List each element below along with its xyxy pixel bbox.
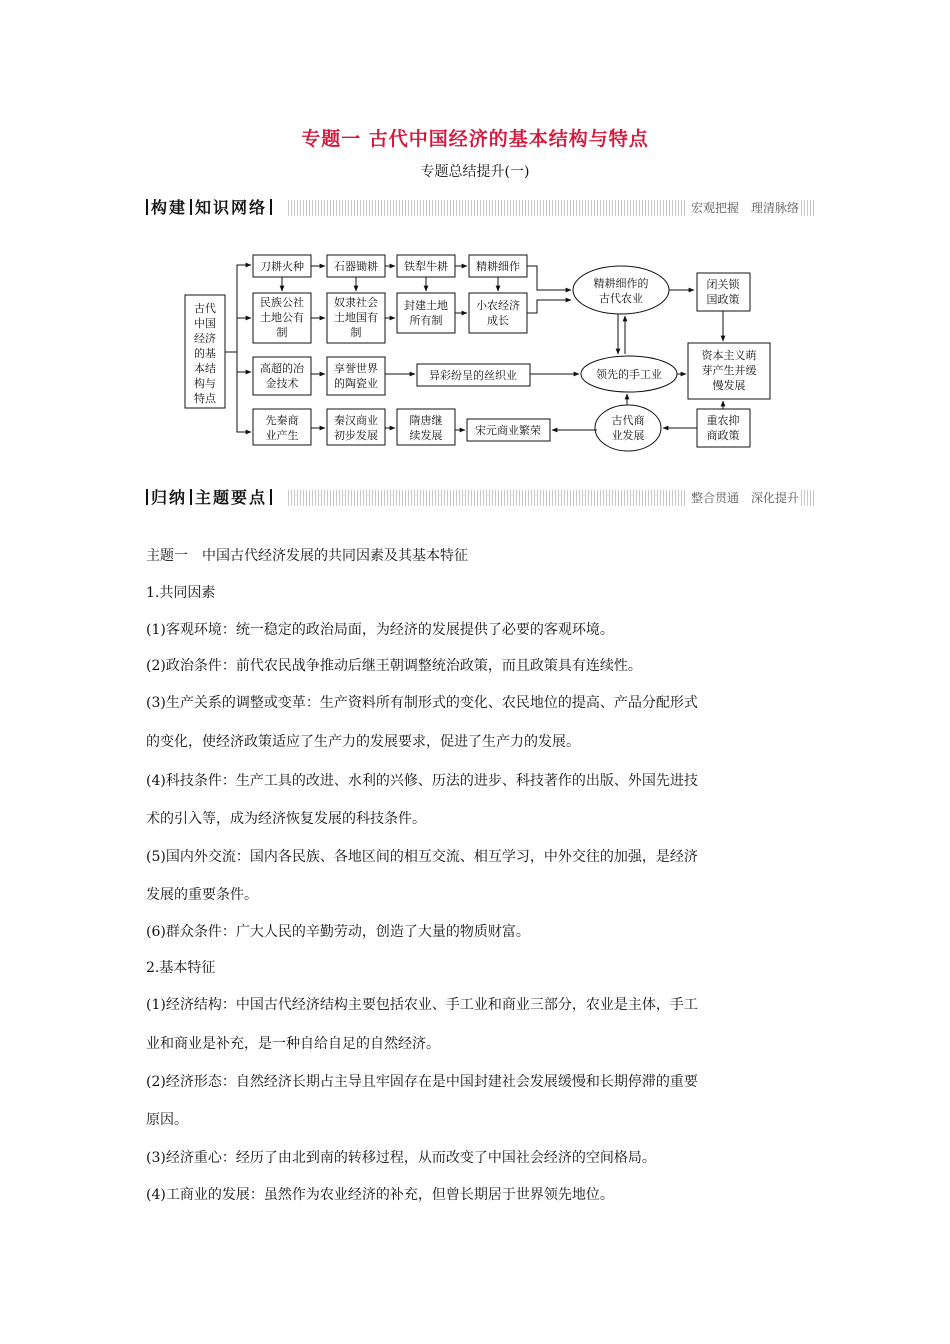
svg-text:国政策: 国政策: [706, 293, 740, 306]
svg-text:奴隶社会: 奴隶社会: [334, 296, 378, 309]
svg-text:初步发展: 初步发展: [334, 429, 378, 442]
paragraph: 业和商业是补充，是一种自给自足的自然经济。: [146, 1036, 440, 1052]
svg-text:商政策: 商政策: [706, 429, 740, 442]
svg-text:的基: 的基: [194, 347, 216, 360]
paragraph: (3)生产关系的调整或变革：生产资料所有制形式的变化、农民地位的提高、产品分配形式: [146, 695, 698, 711]
svg-text:成长: 成长: [487, 314, 509, 327]
paragraph: (3)经济重心：经历了由北到南的转移过程，从而改变了中国社会经济的空间格局。: [146, 1150, 656, 1166]
svg-text:小农经济: 小农经济: [476, 299, 520, 312]
section-label: 归纳 主题要点: [143, 487, 283, 509]
svg-text:业产生: 业产生: [265, 429, 299, 442]
paragraph: (2)经济形态：自然经济长期占主导且牢固存在是中国封建社会发展缓慢和长期停滞的重要: [146, 1074, 698, 1090]
paragraph: 发展的重要条件。: [146, 887, 258, 903]
paragraph: (5)国内外交流：国内各民族、各地区间的相互交流、相互学习，中外交往的加强，是经济: [146, 849, 698, 865]
svg-text:秦汉商业: 秦汉商业: [334, 414, 378, 427]
svg-text:本结: 本结: [194, 362, 216, 375]
svg-text:中国: 中国: [194, 317, 216, 330]
subheading-common-factors: 1.共同因素: [146, 585, 216, 601]
svg-text:金技术: 金技术: [265, 377, 299, 390]
svg-text:封建土地: 封建土地: [404, 299, 448, 312]
svg-text:享誉世界: 享誉世界: [334, 362, 378, 375]
svg-text:高超的冶: 高超的冶: [260, 362, 304, 375]
box-intensive: 精耕细作: [476, 260, 520, 273]
svg-text:制: 制: [276, 326, 288, 339]
svg-text:构与: 构与: [194, 377, 216, 390]
svg-text:业发展: 业发展: [611, 429, 645, 442]
page-title: 专题一 古代中国经济的基本结构与特点: [301, 128, 649, 150]
section-tagline: 整合贯通 深化提升: [685, 490, 801, 506]
svg-text:芽产生并缓: 芽产生并缓: [701, 364, 757, 377]
page-subtitle: 专题总结提升(一): [420, 164, 530, 180]
svg-text:特点: 特点: [194, 392, 216, 405]
box-iron-plow: 铁犁牛耕: [404, 260, 448, 273]
paragraph: (1)经济结构：中国古代经济结构主要包括农业、手工业和商业三部分，农业是主体，手工: [146, 997, 698, 1013]
svg-text:土地公有: 土地公有: [260, 311, 304, 324]
paragraph: 原因。: [146, 1112, 188, 1128]
section-label: 构建 知识网络: [143, 197, 283, 219]
svg-text:制: 制: [350, 326, 362, 339]
svg-text:闭关锁: 闭关锁: [706, 278, 740, 291]
svg-text:续发展: 续发展: [409, 429, 443, 442]
paragraph: (2)政治条件：前代农民战争推动后继王朝调整统治政策，而且政策具有连续性。: [146, 658, 642, 674]
knowledge-network-diagram: [0, 0, 950, 470]
topic-heading: 主题一 中国古代经济发展的共同因素及其基本特征: [146, 548, 468, 564]
section-tagline: 宏观把握 理清脉络: [685, 200, 801, 216]
paragraph: 术的引入等，成为经济恢复发展的科技条件。: [146, 811, 426, 827]
box-stone-hoe: 石器锄耕: [334, 260, 378, 273]
ellipse-agriculture: [573, 266, 669, 314]
svg-text:精耕细作的: 精耕细作的: [593, 277, 649, 290]
section-bar-main-points: [143, 487, 815, 509]
svg-text:慢发展: 慢发展: [712, 379, 746, 392]
svg-text:土地国有: 土地国有: [334, 311, 378, 324]
paragraph: (1)客观环境：统一稳定的政治局面，为经济的发展提供了必要的客观环境。: [146, 622, 614, 638]
paragraph: 的变化，使经济政策适应了生产力的发展要求，促进了生产力的发展。: [146, 734, 580, 750]
root-text-1: 古代: [194, 302, 216, 315]
paragraph: (4)科技条件：生产工具的改进、水利的兴修、历法的进步、科技著作的出版、外国先进技: [146, 773, 698, 789]
svg-text:古代农业: 古代农业: [599, 292, 643, 305]
paragraph: (4)工商业的发展：虽然作为农业经济的补充，但曾长期居于世界领先地位。: [146, 1187, 614, 1203]
svg-text:经济: 经济: [194, 332, 216, 345]
svg-text:的陶瓷业: 的陶瓷业: [334, 377, 378, 390]
subheading-basic-features: 2.基本特征: [146, 960, 216, 976]
box-slash-burn: 刀耕火种: [260, 260, 304, 273]
svg-text:重农抑: 重农抑: [706, 414, 740, 427]
svg-text:古代商: 古代商: [611, 414, 645, 427]
svg-text:异彩纷呈的丝织业: 异彩纷呈的丝织业: [429, 369, 517, 382]
svg-text:民族公社: 民族公社: [260, 296, 304, 309]
svg-text:所有制: 所有制: [409, 314, 443, 327]
ellipse-commerce: [595, 405, 661, 451]
svg-text:领先的手工业: 领先的手工业: [596, 368, 662, 381]
svg-text:宋元商业繁荣: 宋元商业繁荣: [475, 424, 541, 437]
paragraph: (6)群众条件：广大人民的辛勤劳动，创造了大量的物质财富。: [146, 924, 530, 940]
svg-text:隋唐继: 隋唐继: [409, 414, 443, 427]
svg-text:资本主义萌: 资本主义萌: [701, 349, 757, 362]
svg-text:先秦商: 先秦商: [265, 414, 299, 427]
